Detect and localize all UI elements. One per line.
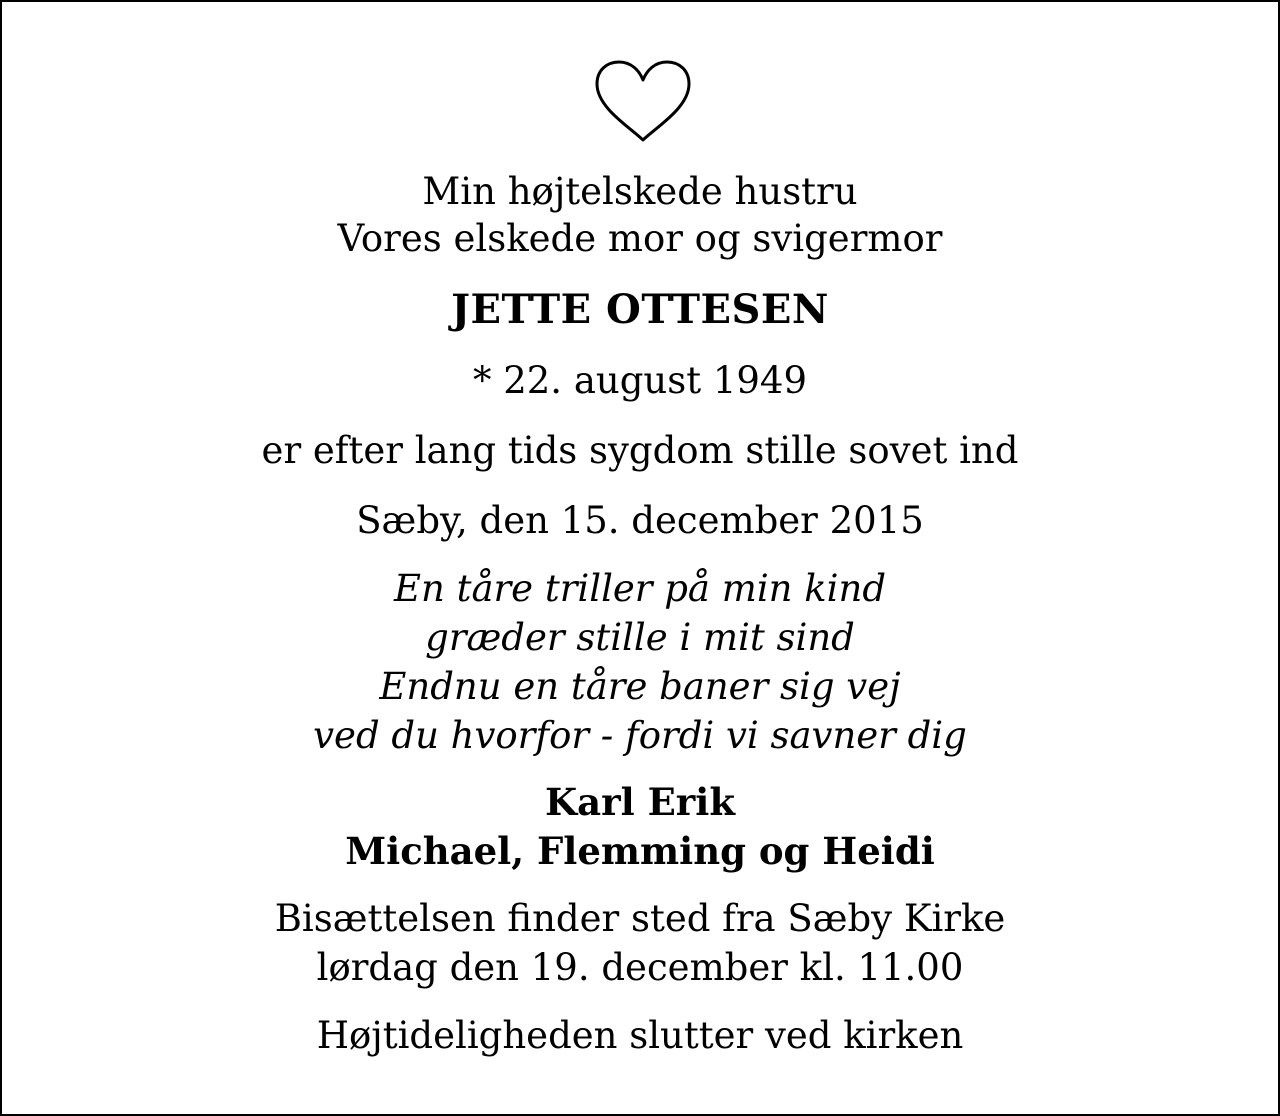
funeral-line-2: lørdag den 19. december kl. 11.00: [316, 946, 964, 989]
family-line-1: Karl Erik: [545, 780, 735, 824]
verse-line-4: ved du hvorfor - fordi vi savner dig: [313, 714, 967, 757]
funeral-line-1: Bisættelsen finder sted fra Sæby Kirke: [274, 897, 1006, 940]
birth-date: * 22. august 1949: [472, 359, 808, 402]
intro-line-2: Vores elskede mor og svigermor: [337, 217, 943, 260]
intro-line-1: Min højtelskede hustru: [422, 170, 858, 213]
deceased-name: JETTE OTTESEN: [451, 286, 829, 333]
passing-text: er efter lang tids sygdom stille sovet ind: [261, 429, 1019, 472]
heart-icon: [591, 58, 695, 144]
verse-line-2: græder stille i mit sind: [425, 616, 855, 659]
verse-line-3: Endnu en tåre baner sig vej: [379, 665, 901, 708]
closing-text: Højtideligheden slutter ved kirken: [316, 1014, 964, 1057]
family-line-2: Michael, Flemming og Heidi: [345, 829, 935, 873]
verse-line-1: En tåre triller på min kind: [393, 567, 887, 610]
place-date: Sæby, den 15. december 2015: [356, 499, 924, 542]
